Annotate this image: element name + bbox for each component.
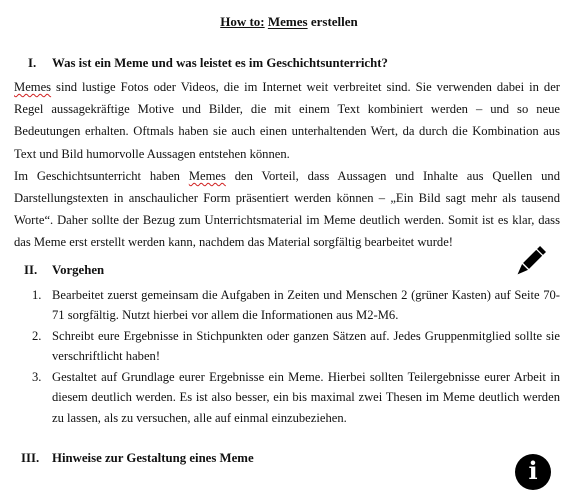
info-glyph: i: [528, 456, 538, 485]
title-memes-word: Memes: [267, 14, 308, 29]
step-text: Schreibt eure Ergebnisse in Stichpunkten oder ganzen Sätzen auf. Jedes Gruppenmitglied sollte sie verschriftlicht haben!: [52, 329, 560, 364]
step-item-2: [32, 326, 560, 368]
section-heading-2: [24, 263, 105, 278]
title-prefix: How to:: [220, 14, 265, 29]
intro-text: [14, 76, 560, 254]
section-title: Vorgehen: [52, 263, 105, 277]
section-title: Hinweise zur Gestaltung eines Meme: [52, 451, 254, 465]
step-number: 1.: [32, 288, 42, 302]
section-number: I.: [28, 56, 37, 70]
step-number: 3.: [32, 370, 42, 384]
pencil-icon: [514, 243, 548, 279]
section-number: II.: [24, 263, 38, 277]
step-number: 2.: [32, 329, 42, 343]
section-heading-3: [21, 451, 254, 466]
title-suffix: erstellen: [307, 14, 358, 29]
info-icon: [515, 454, 551, 490]
paragraph-text: den Vorteil, dass Aussagen und Inhalte aus Quellen und Darstellungstexten in anschaulicher Form präsentiert werden können – „Ein Bild sagt mehr als tausend Worte“. Daher sollte der Bezug zum Unterrichtsmaterial im Meme deutlich werden. Somit ist es klar, dass das Meme erst erstellt werden kann, nachdem das Material sorgfältig bearbeitet wurde!: [14, 168, 560, 250]
step-item-3: [32, 367, 560, 429]
section-number: III.: [21, 451, 40, 465]
step-item-1: [32, 285, 560, 327]
intro-paragraph-2: [14, 165, 560, 254]
document-title: [0, 14, 578, 30]
memes-word: Memes: [14, 80, 52, 94]
section-title: Was ist ein Meme und was leistet es im Geschichtsunterricht?: [52, 56, 388, 70]
intro-paragraph-1: [14, 76, 560, 165]
step-text: Bearbeitet zuerst gemeinsam die Aufgaben in Zeiten und Menschen 2 (grüner Kasten) auf Seite 70-71 sorgfältig. Nutzt hierbei vor allem die Informationen aus M2-M6.: [52, 288, 560, 323]
section-heading-1: [28, 56, 388, 71]
step-text: Gestaltet auf Grundlage eurer Ergebnisse ein Meme. Hierbei sollten Teilergebnisse eurer Arbeit in diesem deutlich werden. Es ist also besser, ein bis maximal zwei Thesen im Meme deutlich werden zu lassen, als zu versuchen, alle auf einmal einzubeziehen.: [52, 370, 560, 425]
memes-word: Memes: [188, 168, 226, 183]
paragraph-text: Im Geschichtsunterricht haben: [14, 168, 189, 183]
paragraph-text: sind lustige Fotos oder Videos, die im Internet weit verbreitet sind. Sie verwenden dabei in der Regel aussagekräftige Motive und Bilder, die mit einem Text kombiniert werden – und so neue Bedeutungen erhalten. Oftmals haben sie auch einen unterhaltenden Wert, da durch die Kombination aus Text und Bild humorvolle Aussagen entstehen können.: [14, 80, 560, 161]
